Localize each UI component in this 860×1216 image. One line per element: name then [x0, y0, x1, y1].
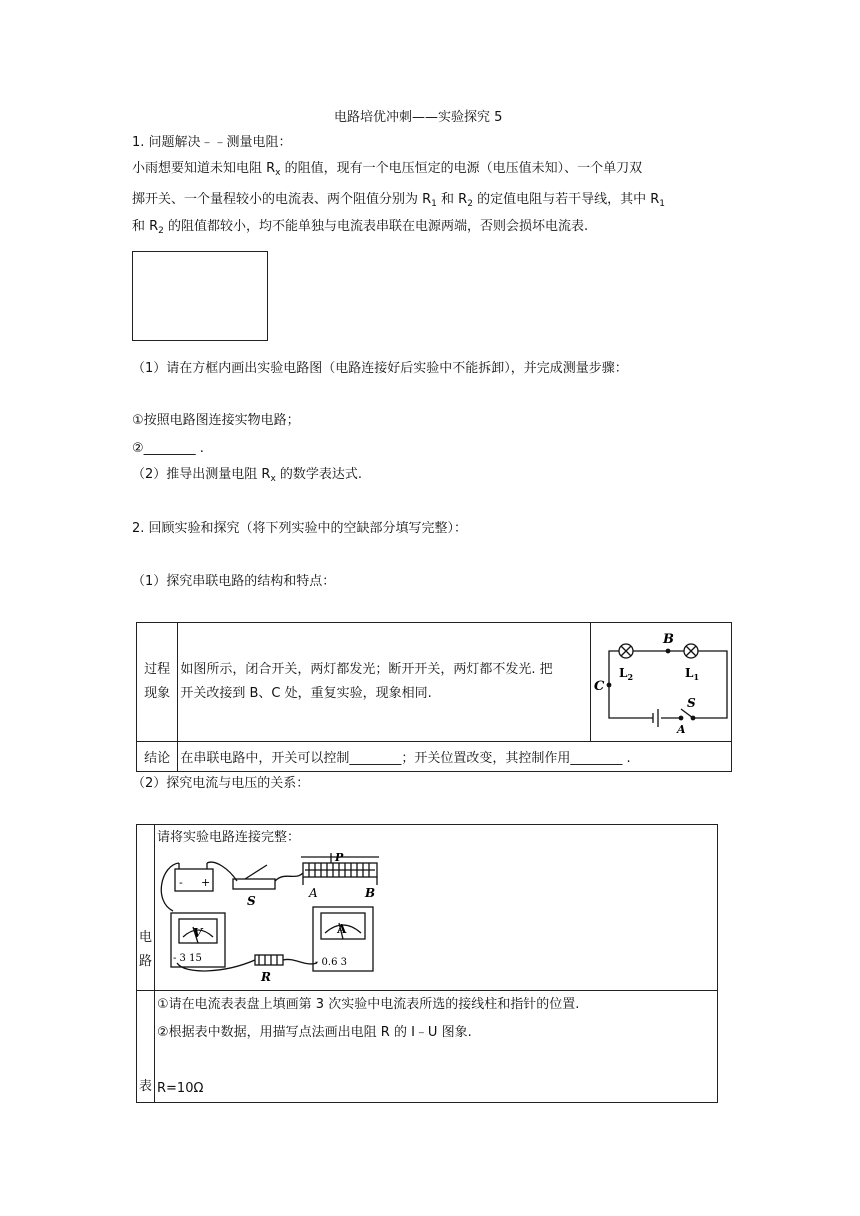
- q1-paragraph-line2: 掷开关、一个量程较小的电流表、两个阻值分别为 $R_1$ 和 $R_2$ 的定值电阻与若干导线，其中 $R_1$: [132, 192, 665, 209]
- q1-part1: （1）请在方框内画出实验电路图（电路连接好后实验中不能拆卸），并完成测量步骤：: [132, 361, 628, 376]
- q1-step2-blank[interactable]: ②________ .: [132, 441, 204, 456]
- ammeter-a-label: A: [337, 922, 347, 936]
- drawing-box[interactable]: [132, 251, 268, 341]
- table-content-cell: [155, 991, 718, 1103]
- q1-step1: ①按照电路图连接实物电路；: [132, 413, 300, 428]
- page-title: 电路培优冲刺——实验探究 5: [334, 110, 503, 125]
- resistance-value: R=10Ω: [157, 1081, 204, 1096]
- table-label-cell: 表: [137, 991, 155, 1103]
- ammeter-terminals: - 0.6 3: [315, 957, 348, 968]
- q2-part2: （2）探究电流与电压的关系：: [132, 776, 310, 791]
- q1-heading: 1. 问题解决﹣﹣测量电阻：: [132, 135, 292, 150]
- q2-heading: 2. 回顾实验和探究（将下列实验中的空缺部分填写完整）：: [132, 521, 468, 536]
- lamp-l2-label: $L_2$: [618, 666, 633, 682]
- current-voltage-table: [136, 824, 718, 1103]
- switch-icon: [233, 879, 275, 889]
- lamp-l1-label: $L_1$: [684, 666, 699, 682]
- resistor-r-label: R: [261, 970, 271, 984]
- lab-circuit-diagram: [155, 851, 395, 985]
- circuit-content-cell: [155, 825, 718, 991]
- series-circuit-diagram: [591, 623, 731, 737]
- terminal-b-label: B: [365, 886, 376, 900]
- q1-paragraph-line1: 小雨想要知道未知电阻 $R_x$ 的阻值，现有一个电压恒定的电源（电压值未知）、一个单刀双: [132, 161, 643, 178]
- battery-minus: -: [179, 876, 183, 889]
- voltmeter-v-label: V: [193, 926, 203, 940]
- node-b-label: B: [662, 632, 674, 647]
- circuit-label-cell: 电 路: [137, 825, 155, 991]
- q1-part2: （2）推导出测量电阻 $R_x$ 的数学表达式.: [132, 467, 363, 484]
- q2-part1: （1）探究串联电路的结构和特点：: [132, 574, 336, 589]
- table-step1: ①请在电流表表盘上填画第 3 次实验中电流表所选的接线柱和指针的位置.: [157, 997, 580, 1012]
- process-label-cell: 过程 现象: [137, 623, 178, 742]
- slider-p-label: P: [335, 851, 344, 864]
- circuit-instruction: 请将实验电路连接完整：: [157, 830, 301, 845]
- conclusion-text-cell[interactable]: 在串联电路中，开关可以控制________；开关位置改变，其控制作用________ .: [178, 742, 732, 772]
- process-text-cell: 如图所示，闭合开关，两灯都发光；断开开关，两灯都不发光. 把 开关改接到 B、C 处，重复实验，现象相同.: [178, 623, 591, 742]
- table-step2: ②根据表中数据，用描写点法画出电阻 R 的 I﹣U 图象.: [157, 1025, 472, 1040]
- series-circuit-table: [136, 622, 732, 772]
- voltmeter-terminals: - 3 15: [173, 953, 202, 964]
- terminal-a-label: A: [309, 886, 318, 900]
- battery-plus: +: [201, 876, 211, 889]
- switch-s-label: S: [247, 894, 256, 908]
- conclusion-label-cell: 结论: [137, 742, 178, 772]
- node-a-label: A: [676, 723, 686, 736]
- node-c-label: C: [593, 679, 605, 694]
- q1-paragraph-line3: 和 $R_2$ 的阻值都较小，均不能单独与电流表串联在电源两端，否则会损坏电流表.: [132, 219, 589, 236]
- series-circuit-figure-cell: [590, 623, 731, 742]
- switch-s-label: S: [686, 696, 696, 710]
